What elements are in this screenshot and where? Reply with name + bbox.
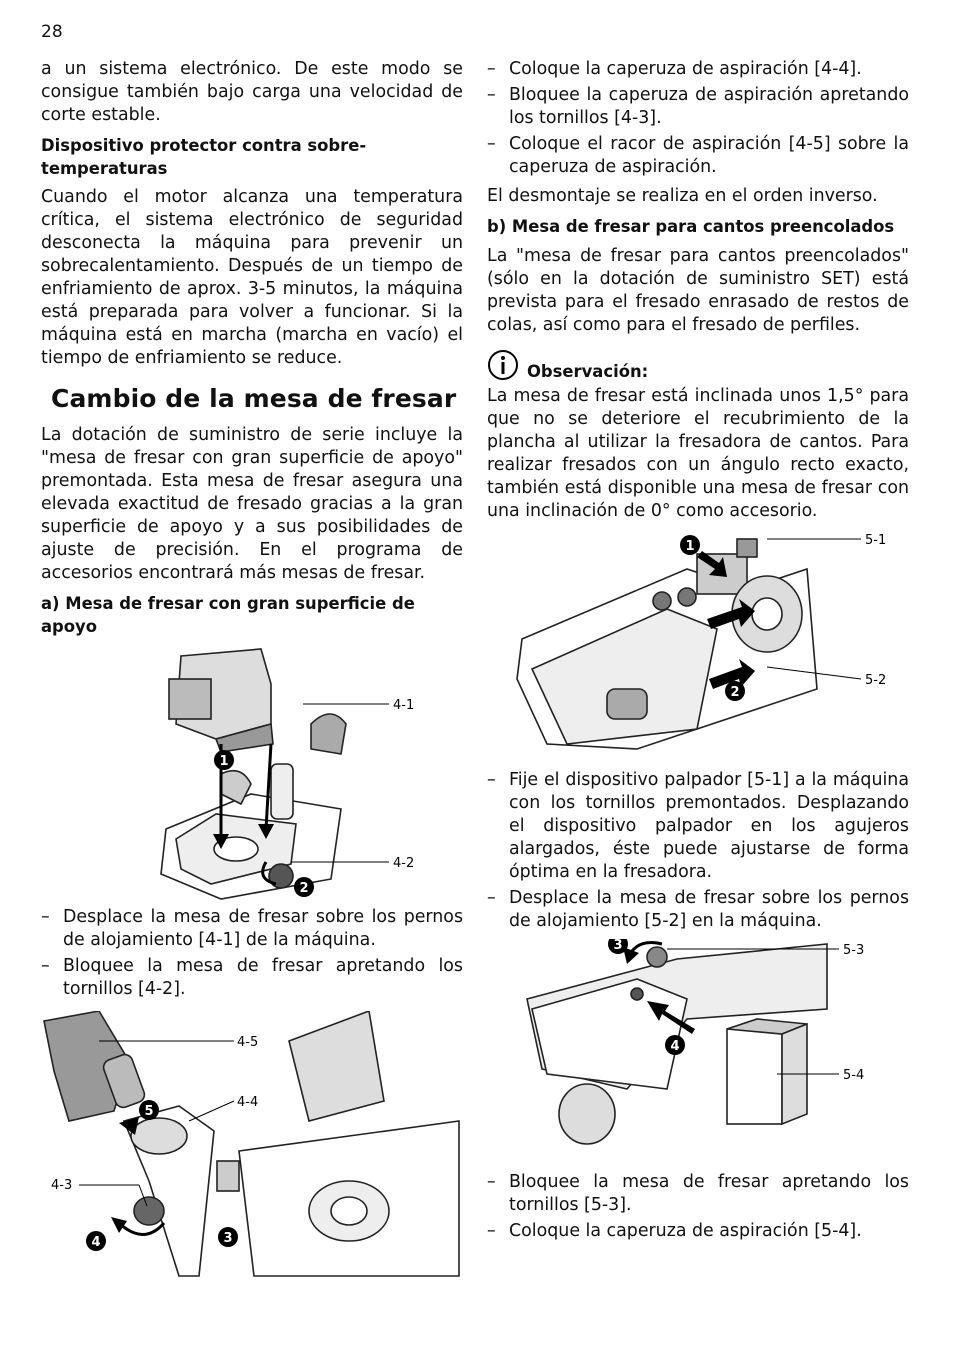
subheading-a: a) Mesa de fresar con gran superficie de apoyo bbox=[41, 594, 415, 636]
figure-4-table-mount bbox=[41, 644, 463, 906]
callout-5-1: 5-1 bbox=[865, 532, 887, 548]
bullet-c-2: – Coloque la caperuza de aspiración [5-4]. bbox=[487, 1220, 909, 1243]
intro-paragraph: a un sistema electrónico. De este modo se consigue también bajo carga una velocidad de corte estable. bbox=[41, 59, 463, 125]
figure-5b-illustration bbox=[487, 939, 909, 1165]
bullets-a bbox=[41, 906, 463, 1001]
disassembly-paragraph: El desmontaje se realiza en el orden inverso. bbox=[487, 186, 878, 206]
step-1b-label: 1 bbox=[685, 538, 695, 554]
bullets-b bbox=[487, 769, 909, 933]
callout-4-3: 4-3 bbox=[51, 1178, 73, 1193]
step-3b-label: 3 bbox=[613, 938, 623, 953]
callout-4-1: 4-1 bbox=[393, 698, 415, 713]
callout-5-3: 5-3 bbox=[843, 942, 865, 958]
note-box bbox=[487, 349, 909, 381]
figure-4-extraction-hood bbox=[39, 1011, 463, 1281]
page-number: 28 bbox=[41, 22, 63, 42]
figure-5-illustration bbox=[487, 529, 909, 761]
step-4-label: 4 bbox=[91, 1235, 101, 1250]
callout-5-2: 5-2 bbox=[865, 672, 887, 688]
step-3-label: 3 bbox=[223, 1231, 233, 1246]
callout-5-4: 5-4 bbox=[843, 1067, 865, 1083]
callout-4-5: 4-5 bbox=[237, 1035, 259, 1050]
sub-b-paragraph: La "mesa de fresar para cantos preencolados" (sólo en la dotación de suministro SET) está prevista para el fresado enrasado de restos de colas, así como para el fresado de perfiles. bbox=[487, 245, 909, 335]
bullet-b-1: – Fije el dispositivo palpador [5-1] a la máquina con los tornillos premontados. Desplazando el dispositivo palpador en los agujeros alargados, éste puede ajustarse de forma óptima en la fresadora. bbox=[487, 769, 909, 884]
figure-5-hood bbox=[487, 939, 909, 1165]
info-icon bbox=[487, 349, 519, 381]
step-4b-label: 4 bbox=[670, 1038, 680, 1054]
note-paragraph: La mesa de fresar está inclinada unos 1,5° para que no se deteriore el recubrimiento de la plancha al utilizar la fresadora de cantos. Para realizar fresados con un ángulo recto exacto, también está disponible una mesa de fresar con una inclinación de 0° como accesorio. bbox=[487, 385, 909, 521]
bullets-top bbox=[487, 58, 909, 179]
step-1-label: 1 bbox=[219, 754, 229, 769]
callout-4-4: 4-4 bbox=[237, 1095, 259, 1110]
bullet-top-1: – Coloque la caperuza de aspiración [4-4]. bbox=[487, 58, 909, 81]
bullet-a-2: – Bloquee la mesa de fresar apretando los tornillos [4-2]. bbox=[41, 955, 463, 1001]
bullet-c-1: – Bloquee la mesa de fresar apretando los tornillos [5-3]. bbox=[487, 1171, 909, 1217]
figure-5-feeler bbox=[487, 529, 909, 761]
subheading-b: b) Mesa de fresar para cantos preencolados bbox=[487, 217, 895, 236]
bullet-a-1: – Desplace la mesa de fresar sobre los pernos de alojamiento [4-1] de la máquina. bbox=[41, 906, 463, 952]
note-title: Observación: bbox=[527, 361, 649, 381]
figure-4-illustration bbox=[41, 644, 463, 906]
step-2-label: 2 bbox=[299, 881, 309, 896]
left-column bbox=[41, 58, 463, 1281]
overheat-heading: Dispositivo protector contra sobre-temperaturas bbox=[41, 136, 367, 178]
step-5-label: 5 bbox=[144, 1104, 154, 1119]
callout-4-2: 4-2 bbox=[393, 856, 415, 871]
bullets-c bbox=[487, 1171, 909, 1243]
step-2b-label: 2 bbox=[730, 684, 740, 700]
bullet-top-2: – Bloquee la caperuza de aspiración apretando los tornillos [4-3]. bbox=[487, 84, 909, 130]
overheat-paragraph: Cuando el motor alcanza una temperatura crítica, el sistema electrónico de seguridad desconecta la máquina para prevenir un sobrecalentamiento. Después de un tiempo de enfriamiento de aprox. 3-5 minutos, la máquina está preparada para volver a funcionar. Si la máquina está en marcha (marcha en vacío) el tiempo de enfriamiento se reduce. bbox=[41, 187, 463, 368]
section-paragraph: La dotación de suministro de serie incluye la "mesa de fresar con gran superficie de apoyo" premontada. Esta mesa de fresar asegura una elevada exactitud de fresado gracias a la gran superficie de apoyo y a sus posibilidades de ajuste de precisión. En el programa de accesorios encontrará más mesas de fresar. bbox=[41, 425, 463, 583]
section-title: Cambio de la mesa de fresar bbox=[51, 384, 457, 413]
right-column bbox=[487, 58, 909, 1249]
bullet-top-3: – Coloque el racor de aspiración [4-5] sobre la caperuza de aspiración. bbox=[487, 133, 909, 179]
bullet-b-2: – Desplace la mesa de fresar sobre los pernos de alojamiento [5-2] en la máquina. bbox=[487, 887, 909, 933]
figure-4b-illustration bbox=[39, 1011, 463, 1281]
